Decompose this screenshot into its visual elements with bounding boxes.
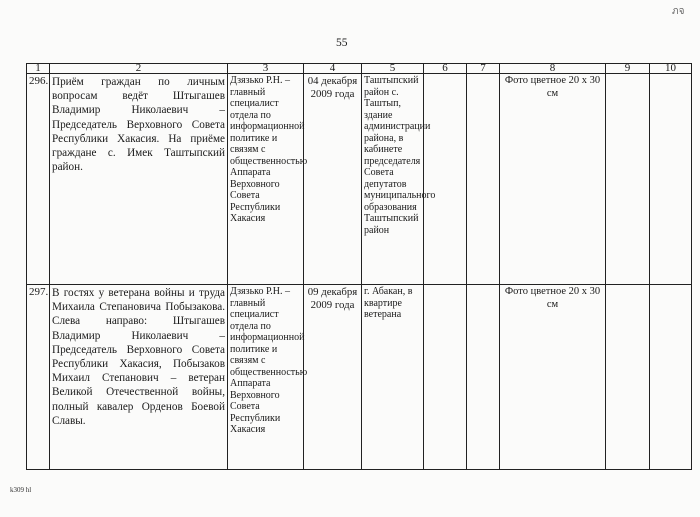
column-header: 10 — [650, 64, 692, 74]
column-header: 8 — [500, 64, 606, 74]
record-date: 04 декабря 2009 года — [304, 74, 362, 285]
record-date: 09 декабря 2009 года — [304, 285, 362, 470]
record-number: 296. — [27, 74, 50, 285]
record-col7 — [467, 285, 500, 470]
column-header: 3 — [228, 64, 304, 74]
record-description: В гостях у ветерана войны и труда Михаила Степановича Побызакова. Слева направо: Штыгашев Владимир Николаевич – Председатель Верховного Совета Республики Хакасия, Побызаков Михаил Степанович – ветеран Великой Отечественной войны, полный кавалер Орденов Боевой Славы. — [50, 285, 228, 470]
record-col7 — [467, 74, 500, 285]
record-col10 — [650, 285, 692, 470]
page-number: 55 — [336, 37, 348, 49]
column-header: 6 — [424, 64, 467, 74]
column-header: 9 — [606, 64, 650, 74]
record-place: г. Абакан, в квартире ветерана — [362, 285, 424, 470]
record-author: Дзязько Р.Н. – главный специалист отдела по информационной политике и связям с общественностью Аппарата Верховного Совета Республики Хакасия — [228, 74, 304, 285]
column-header: 2 — [50, 64, 228, 74]
record-col10 — [650, 74, 692, 285]
corner-mark: ภจ — [672, 6, 685, 17]
record-col9 — [606, 74, 650, 285]
record-col6 — [424, 285, 467, 470]
record-number: 297. — [27, 285, 50, 470]
record-description: Приём граждан по личным вопросам ведёт Штыгашев Владимир Николаевич – Председатель Верховного Совета Республики Хакасия. На приёме граждане с. Имек Таштыпский район. — [50, 74, 228, 285]
footer-code: k309 hl — [10, 486, 32, 494]
record-col6 — [424, 74, 467, 285]
column-header: 5 — [362, 64, 424, 74]
record-photo-format: Фото цветное 20 х 30 см — [500, 74, 606, 285]
column-number-row — [27, 64, 692, 74]
column-header: 1 — [27, 64, 50, 74]
table-row — [27, 74, 692, 285]
column-header: 7 — [467, 64, 500, 74]
record-author: Дзязько Р.Н. – главный специалист отдела по информационной политике и связям с общественностью Аппарата Верховного Совета Республики Хакасия — [228, 285, 304, 470]
column-header: 4 — [304, 64, 362, 74]
table-row — [27, 285, 692, 470]
record-col9 — [606, 285, 650, 470]
record-place: Таштыпский район с. Таштып, здание администрации района, в кабинете председателя Совета депутатов муниципального образования Таштыпский район — [362, 74, 424, 285]
register-table — [26, 63, 692, 470]
record-photo-format: Фото цветное 20 х 30 см — [500, 285, 606, 470]
